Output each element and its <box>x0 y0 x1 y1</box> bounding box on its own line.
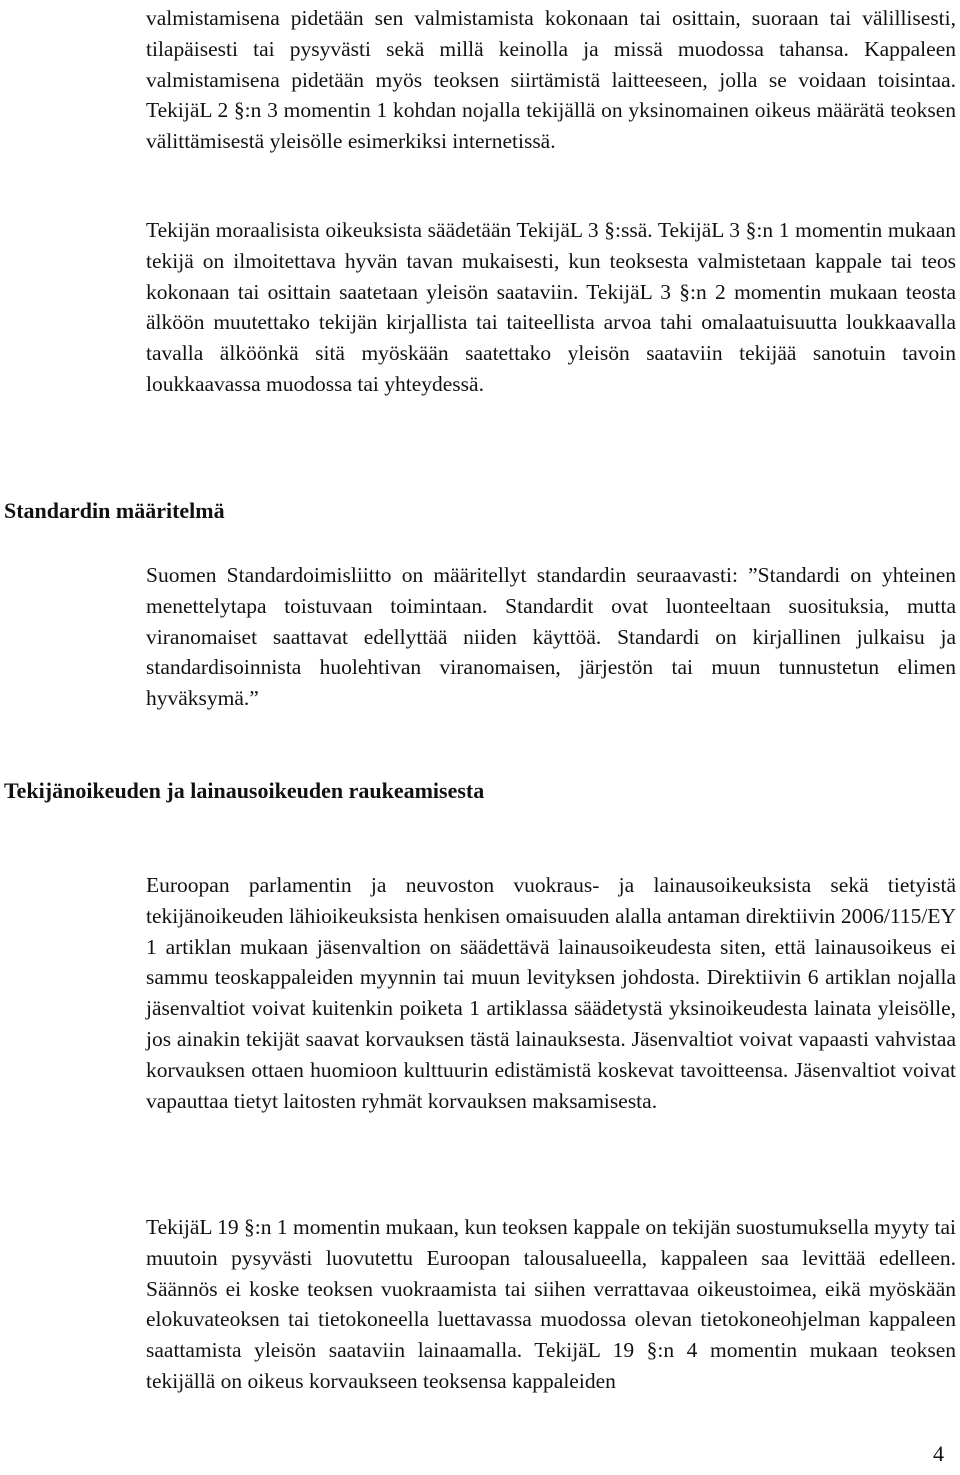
paragraph-distribution-rights: TekijäL 19 §:n 1 momentin mukaan, kun teoksen kappale on tekijän suostumuksella myyty tai muutoin pysyvästi luovutettu Euroopan talousalueella, kappaleen saa levittää edelleen. Säännös ei koske teoksen vuokraamista tai siihen verrattavaa oikeustoimea, eikä myöskään elokuvateoksen tai tietokoneella luettavassa muodossa olevan tietokoneohjelman kappaleen saattamista yleisön saataviin lainaamalla. TekijäL 19 §:n 4 momentin mukaan teoksen tekijällä on oikeus korvaukseen teoksensa kappaleiden <box>146 1215 956 1393</box>
heading-rights-exhaustion: Tekijänoikeuden ja lainausoikeuden raukeamisesta <box>4 778 485 803</box>
paragraph-standard-definition: Suomen Standardoimisliitto on määritellyt standardin seuraavasti: ”Standardi on yhteinen menettelytapa toistuvaan toimintaan. Standardit ovat luonteeltaan suosituksia, mutta viranomaiset saattavat edellyttää niiden käyttöä. Standardi on kirjallinen julkaisu ja standardisoinnista huolehtivan viranomaisen, järjestön tai muun tunnustetun elimen hyväksymä.” <box>146 563 956 711</box>
paragraph-reproduction-rights: valmistamisena pidetään sen valmistamista kokonaan tai osittain, suoraan tai välillisesti, tilapäisesti tai pysyvästi sekä millä keinolla ja missä muodossa tahansa. Kappaleen valmistamisena pidetään myös teoksen siirtämistä laitteeseen, jolla se voidaan toisintaa. TekijäL 2 §:n 3 momentin 1 kohdan nojalla tekijällä on yksinomainen oikeus määrätä teoksen välittämisestä yleisölle esimerkiksi internetissä. <box>146 6 956 154</box>
heading-standard-definition: Standardin määritelmä <box>4 498 225 523</box>
paragraph-eu-directive: Euroopan parlamentin ja neuvoston vuokraus- ja lainausoikeuksista sekä tietyistä tekijänoikeuden lähioikeuksista henkisen omaisuuden alalla antaman direktiivin 2006/115/EY 1 artiklan mukaan jäsenvaltion on säädettävä lainausoikeudesta siten, että lainausoikeus ei sammu teoskappaleiden myynnin tai muun levityksen johdosta. Direktiivin 6 artiklan nojalla jäsenvaltiot voivat kuitenkin poiketa 1 artiklassa säädetystä yksinoikeudesta lainata yleisölle, jos ainakin tekijät saavat korvauksen tästä lainauksesta. Jäsenvaltiot voivat vapaasti vahvistaa korvauksen ottaen huomioon kulttuurin edistämistä koskevat tavoitteensa. Jäsenvaltiot voivat vapauttaa tietyt laitosten ryhmät korvauksen maksamisesta. <box>146 873 956 1113</box>
page-number: 4 <box>933 1441 944 1466</box>
paragraph-moral-rights: Tekijän moraalisista oikeuksista säädetään TekijäL 3 §:ssä. TekijäL 3 §:n 1 momentin mukaan tekijä on ilmoitettava hyvän tavan mukaisesti, kun teoksesta valmistetaan kappale tai teos kokonaan tai osittain saatetaan yleisön saataviin. TekijäL 3 §:n 2 momentin mukaan teosta älköön muutettako tekijän kirjallista tai taiteellista arvoa tahi omalaatuisuutta loukkaavalla tavalla älköönkä sitä myöskään saatettako yleisön saataviin tekijää sanotuin tavoin loukkaavassa muodossa tai yhteydessä. <box>146 218 956 396</box>
